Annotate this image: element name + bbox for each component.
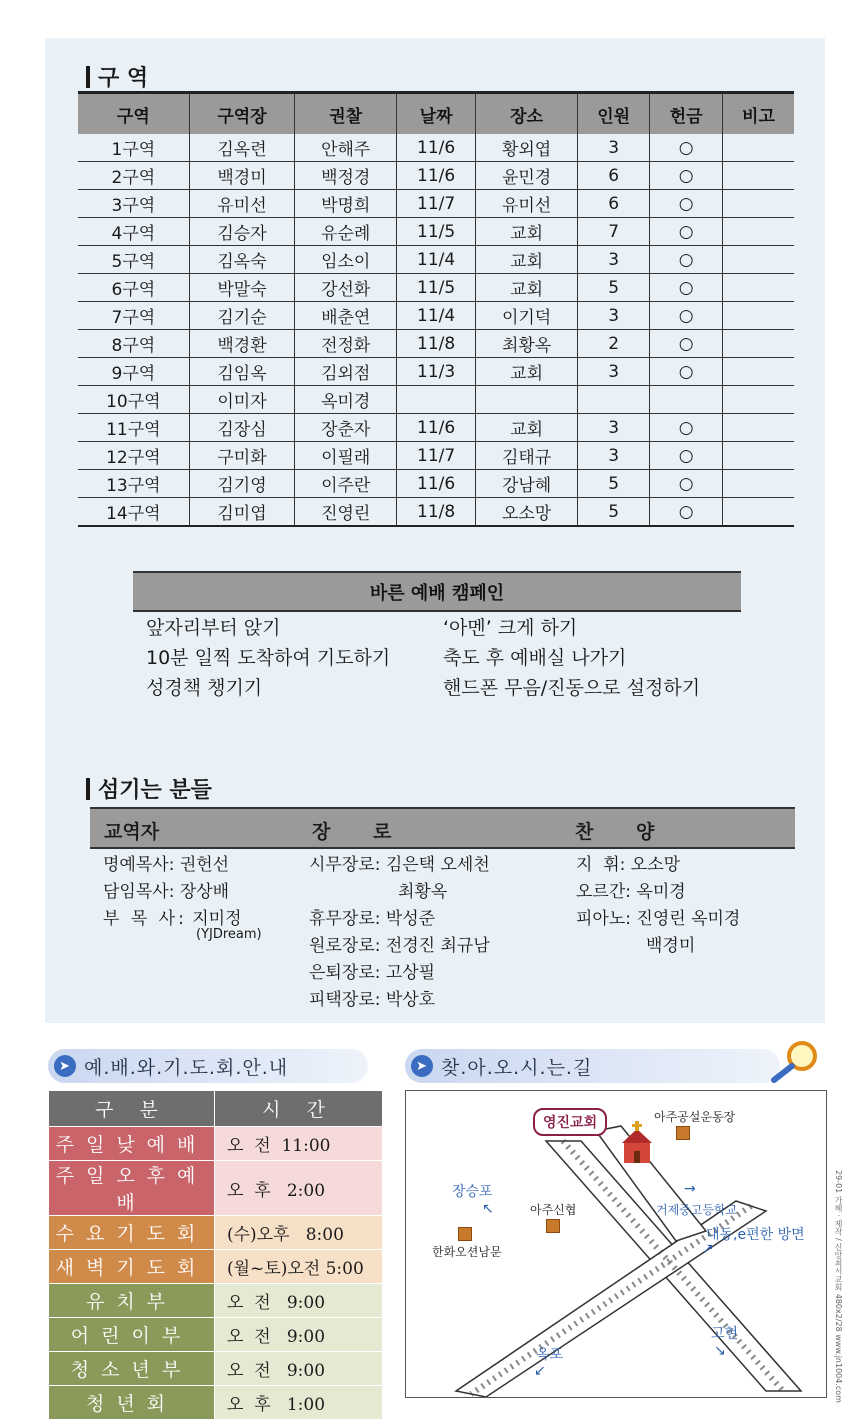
district-cell: 11/7 xyxy=(397,190,476,218)
district-row xyxy=(78,414,794,442)
district-cell: 김미엽 xyxy=(189,498,295,527)
district-cell: 안해주 xyxy=(295,134,397,162)
district-row xyxy=(78,386,794,414)
name: 김은택 오세천 xyxy=(385,855,490,875)
district-cell xyxy=(722,302,794,330)
directions-map xyxy=(405,1090,827,1398)
district-row xyxy=(78,330,794,358)
district-cell: ○ xyxy=(650,134,723,162)
building-icon xyxy=(676,1126,690,1140)
jangseungpo-label: 장승포 xyxy=(452,1184,493,1200)
role: 담임목사: xyxy=(103,882,175,902)
schedule-row xyxy=(49,1318,383,1352)
district-row xyxy=(78,442,794,470)
district-cell xyxy=(722,162,794,190)
district-cell: 13구역 xyxy=(78,470,189,498)
district-cell: 11/7 xyxy=(397,442,476,470)
district-cell: 교회 xyxy=(476,246,578,274)
district-cell: 백경환 xyxy=(189,330,295,358)
district-header-cell: 장소 xyxy=(476,93,578,135)
schedule-service-name: 주일낮예배 xyxy=(49,1127,215,1161)
district-cell: 김기순 xyxy=(189,302,295,330)
district-cell: 3 xyxy=(577,442,650,470)
district-cell: ○ xyxy=(650,246,723,274)
campaign-item: 핸드폰 무음/진동으로 설정하기 xyxy=(443,677,701,699)
name: 오소망 xyxy=(630,855,681,875)
district-cell: 김승자 xyxy=(189,218,295,246)
campaign-item: 축도 후 예배실 나가기 xyxy=(443,647,627,669)
district-cell xyxy=(722,414,794,442)
title-bar xyxy=(86,778,90,800)
district-cell xyxy=(577,386,650,414)
district-cell xyxy=(722,358,794,386)
name: 최황옥 xyxy=(398,882,448,902)
directions-title: 찾.아.오.시.는.길 xyxy=(441,1056,593,1079)
district-header-row xyxy=(78,93,794,135)
schedule-row xyxy=(49,1250,383,1284)
district-cell: 이필래 xyxy=(295,442,397,470)
district-header-cell: 날짜 xyxy=(397,93,476,135)
role: 은퇴장로: xyxy=(309,963,381,983)
district-section-title xyxy=(86,61,148,92)
schedule-row xyxy=(49,1161,383,1216)
ajusinhyeop-label: 아주신협 xyxy=(530,1203,577,1217)
church-icon xyxy=(616,1121,658,1167)
name: 박성준 xyxy=(385,909,436,929)
elder-row xyxy=(309,850,490,875)
district-cell: 임소이 xyxy=(295,246,397,274)
district-cell: 장춘자 xyxy=(295,414,397,442)
title-bar xyxy=(86,66,90,88)
elder-row xyxy=(309,931,490,956)
campaign-item: 성경책 챙기기 xyxy=(146,677,263,699)
schedule-service-time: (수)오후 8:00 xyxy=(215,1216,383,1250)
district-cell xyxy=(650,386,723,414)
role: 휴무장로: xyxy=(309,909,381,929)
campaign-item: 앞자리부터 앉기 xyxy=(146,617,281,639)
role: 원로장로: xyxy=(309,936,381,956)
district-cell: 4구역 xyxy=(78,218,189,246)
district-cell: 오소망 xyxy=(476,498,578,527)
name: 박상호 xyxy=(385,990,436,1010)
district-cell: 11/3 xyxy=(397,358,476,386)
district-cell: 2구역 xyxy=(78,162,189,190)
schedule-row xyxy=(49,1352,383,1386)
district-cell: 11/8 xyxy=(397,330,476,358)
district-cell: 김옥숙 xyxy=(189,246,295,274)
district-cell: 강남혜 xyxy=(476,470,578,498)
district-cell xyxy=(722,498,794,527)
pastor-row xyxy=(103,850,229,875)
role: 명예목사: xyxy=(103,855,175,875)
role: 부 목 사: xyxy=(103,909,187,929)
district-cell: ○ xyxy=(650,302,723,330)
name: 고상필 xyxy=(385,963,436,983)
district-cell: 교회 xyxy=(476,274,578,302)
elder-row xyxy=(309,985,435,1010)
district-header-cell: 구역장 xyxy=(189,93,295,135)
district-cell xyxy=(476,386,578,414)
arrow-icon: ↖ xyxy=(482,1201,494,1217)
district-cell: 11/5 xyxy=(397,218,476,246)
district-cell: 김장심 xyxy=(189,414,295,442)
schedule-header: 시 간 xyxy=(215,1091,383,1127)
district-cell xyxy=(722,218,794,246)
district-cell: 김임옥 xyxy=(189,358,295,386)
name: 장상배 xyxy=(179,882,230,902)
district-cell: ○ xyxy=(650,358,723,386)
district-cell xyxy=(722,274,794,302)
okpo-label: 옥포 xyxy=(536,1347,564,1363)
praise-row xyxy=(576,877,686,902)
side-credit: 29-01 가혜 · 제작 / 신앙최서교회 480x2/28 www.jn1004.com xyxy=(834,1170,843,1403)
district-cell xyxy=(722,330,794,358)
dove-icon: ➤ xyxy=(54,1055,76,1077)
pastor-row xyxy=(103,877,229,902)
arrow-icon: ↘ xyxy=(714,1343,726,1359)
campaign-title: 바른 예배 캠페인 xyxy=(133,571,741,612)
schedule-service-name: 수요기도회 xyxy=(49,1216,215,1250)
district-row xyxy=(78,274,794,302)
daedong-label: 대동,e편한 방면 xyxy=(706,1227,805,1243)
district-row xyxy=(78,358,794,386)
district-header-cell: 헌금 xyxy=(650,93,723,135)
district-row xyxy=(78,498,794,527)
district-title-text: 구 역 xyxy=(98,66,149,91)
district-cell: 10구역 xyxy=(78,386,189,414)
schedule-service-name: 새벽기도회 xyxy=(49,1250,215,1284)
role: 오르간: xyxy=(576,882,631,902)
church-label: 영진교회 xyxy=(533,1108,607,1136)
district-cell: ○ xyxy=(650,190,723,218)
district-cell: 9구역 xyxy=(78,358,189,386)
name: 지미정 xyxy=(192,909,242,929)
district-row xyxy=(78,162,794,190)
district-cell: 교회 xyxy=(476,358,578,386)
district-cell: 11구역 xyxy=(78,414,189,442)
servants-section-title xyxy=(86,773,212,804)
district-cell: 11/5 xyxy=(397,274,476,302)
district-cell: 11/6 xyxy=(397,134,476,162)
district-row xyxy=(78,218,794,246)
arrow-icon: → xyxy=(684,1181,696,1197)
district-cell: 3 xyxy=(577,414,650,442)
district-header-cell: 비고 xyxy=(722,93,794,135)
district-cell: 이주란 xyxy=(295,470,397,498)
campaign-item: 10분 일찍 도착하여 기도하기 xyxy=(146,647,391,669)
hanwha-label: 한화오션남문 xyxy=(432,1245,502,1259)
district-cell: 이미자 xyxy=(189,386,295,414)
district-cell: 12구역 xyxy=(78,442,189,470)
gohyeon-label: 고현 xyxy=(711,1326,739,1342)
schedule-service-time: (월~토)오전 5:00 xyxy=(215,1250,383,1284)
district-row xyxy=(78,302,794,330)
schedule-service-name: 어린이부 xyxy=(49,1318,215,1352)
district-cell xyxy=(397,386,476,414)
district-cell xyxy=(722,246,794,274)
district-cell: 7 xyxy=(577,218,650,246)
district-cell: 김태규 xyxy=(476,442,578,470)
elders-header: 장 로 xyxy=(312,821,410,843)
praise-row xyxy=(576,904,740,929)
district-cell: 5 xyxy=(577,274,650,302)
district-cell: 강선화 xyxy=(295,274,397,302)
district-cell: 11/6 xyxy=(397,162,476,190)
district-cell: 옥미경 xyxy=(295,386,397,414)
district-cell: 11/4 xyxy=(397,302,476,330)
schedule-service-time: 오 후 2:00 xyxy=(215,1161,383,1216)
praise-row xyxy=(646,931,695,956)
schedule-row xyxy=(49,1386,383,1420)
campaign-item: ‘아멘’ 크게 하기 xyxy=(443,617,578,639)
district-cell xyxy=(722,470,794,498)
elder-row xyxy=(309,904,435,929)
district-cell: 유순례 xyxy=(295,218,397,246)
school-label: 거제중고등학교 xyxy=(656,1203,738,1217)
district-cell: 3 xyxy=(577,358,650,386)
praise-row xyxy=(576,850,680,875)
schedule-row xyxy=(49,1216,383,1250)
name: 옥미경 xyxy=(636,882,686,902)
district-row xyxy=(78,470,794,498)
district-cell: ○ xyxy=(650,218,723,246)
district-cell: 윤민경 xyxy=(476,162,578,190)
district-cell xyxy=(722,442,794,470)
district-cell: 최황옥 xyxy=(476,330,578,358)
district-cell: 1구역 xyxy=(78,134,189,162)
building-icon xyxy=(458,1227,472,1241)
schedule-row xyxy=(49,1284,383,1318)
role: 지 휘: xyxy=(576,855,626,875)
schedule-service-time: 오 전 9:00 xyxy=(215,1318,383,1352)
district-cell xyxy=(722,386,794,414)
schedule-service-name: 청소년부 xyxy=(49,1352,215,1386)
servants-header xyxy=(90,807,795,849)
district-cell: 5 xyxy=(577,498,650,527)
district-cell: 7구역 xyxy=(78,302,189,330)
schedule-row xyxy=(49,1127,383,1161)
praise-header: 찬 양 xyxy=(575,821,673,843)
district-cell: 전정화 xyxy=(295,330,397,358)
schedule-service-time: 오 전 9:00 xyxy=(215,1352,383,1386)
role: 피택장로: xyxy=(309,990,381,1010)
schedule-service-time: 오 전 9:00 xyxy=(215,1284,383,1318)
schedule-header-row xyxy=(49,1091,383,1127)
district-cell: 황외엽 xyxy=(476,134,578,162)
district-cell: 이기덕 xyxy=(476,302,578,330)
district-cell: 박명희 xyxy=(295,190,397,218)
district-cell: ○ xyxy=(650,162,723,190)
directions-title-bar xyxy=(405,1049,780,1083)
district-cell: 11/8 xyxy=(397,498,476,527)
district-cell: 진영린 xyxy=(295,498,397,527)
role: 시무장로: xyxy=(309,855,381,875)
district-cell: 11/6 xyxy=(397,470,476,498)
district-cell: 김외점 xyxy=(295,358,397,386)
district-cell: 6 xyxy=(577,190,650,218)
district-cell: 5구역 xyxy=(78,246,189,274)
servants-title-text: 섬기는 분들 xyxy=(98,778,212,803)
district-cell: 유미선 xyxy=(189,190,295,218)
district-cell: ○ xyxy=(650,330,723,358)
name: 진영린 옥미경 xyxy=(636,909,741,929)
name: 권헌선 xyxy=(179,855,230,875)
district-cell: 11/4 xyxy=(397,246,476,274)
elder-row xyxy=(309,958,435,983)
district-cell: 3구역 xyxy=(78,190,189,218)
district-table xyxy=(78,91,794,527)
district-cell: ○ xyxy=(650,470,723,498)
district-cell: 김옥련 xyxy=(189,134,295,162)
district-cell: 6구역 xyxy=(78,274,189,302)
district-cell: ○ xyxy=(650,414,723,442)
schedule-service-name: 청년회 xyxy=(49,1386,215,1420)
district-cell: 2 xyxy=(577,330,650,358)
arrow-icon: ↙ xyxy=(534,1363,546,1379)
magnifier-icon xyxy=(768,1038,824,1086)
district-header-cell: 구역 xyxy=(78,93,189,135)
district-cell: 14구역 xyxy=(78,498,189,527)
district-cell: 구미화 xyxy=(189,442,295,470)
name: 백경미 xyxy=(646,936,696,956)
schedule-service-name: 유치부 xyxy=(49,1284,215,1318)
schedule-service-name: 주일오후예배 xyxy=(49,1161,215,1216)
district-cell: 김기영 xyxy=(189,470,295,498)
schedule-table xyxy=(48,1090,383,1420)
district-row xyxy=(78,190,794,218)
district-cell xyxy=(722,190,794,218)
building-icon xyxy=(546,1219,560,1233)
district-cell: 교회 xyxy=(476,218,578,246)
pastor-row xyxy=(103,904,242,929)
district-cell: 유미선 xyxy=(476,190,578,218)
district-cell: 배춘연 xyxy=(295,302,397,330)
district-cell: 3 xyxy=(577,134,650,162)
district-cell: 5 xyxy=(577,470,650,498)
stadium-label: 아주공설운동장 xyxy=(654,1110,736,1124)
dove-icon: ➤ xyxy=(411,1055,433,1077)
district-cell: 6 xyxy=(577,162,650,190)
pastor-note: (YJDream) xyxy=(196,927,262,942)
district-cell: 교회 xyxy=(476,414,578,442)
district-cell: 11/6 xyxy=(397,414,476,442)
district-cell: 박말숙 xyxy=(189,274,295,302)
district-cell: ○ xyxy=(650,442,723,470)
district-cell xyxy=(722,134,794,162)
schedule-title: 예.배.와.기.도.회.안.내 xyxy=(84,1056,289,1079)
schedule-title-bar xyxy=(48,1049,368,1083)
district-cell: 3 xyxy=(577,246,650,274)
district-cell: 8구역 xyxy=(78,330,189,358)
district-header-cell: 인원 xyxy=(577,93,650,135)
district-cell: ○ xyxy=(650,498,723,527)
district-row xyxy=(78,134,794,162)
arrow-icon: ↗ xyxy=(702,1241,714,1257)
elder-row xyxy=(398,877,447,902)
role: 피아노: xyxy=(576,909,631,929)
district-cell: 백정경 xyxy=(295,162,397,190)
schedule-service-time: 오 후 1:00 xyxy=(215,1386,383,1420)
district-header-cell: 권찰 xyxy=(295,93,397,135)
district-cell: 백경미 xyxy=(189,162,295,190)
district-cell: 3 xyxy=(577,302,650,330)
schedule-header: 구 분 xyxy=(49,1091,215,1127)
name: 전경진 최규남 xyxy=(385,936,490,956)
district-cell: ○ xyxy=(650,274,723,302)
district-row xyxy=(78,246,794,274)
schedule-service-time: 오 전 11:00 xyxy=(215,1127,383,1161)
pastors-header: 교역자 xyxy=(104,821,160,843)
